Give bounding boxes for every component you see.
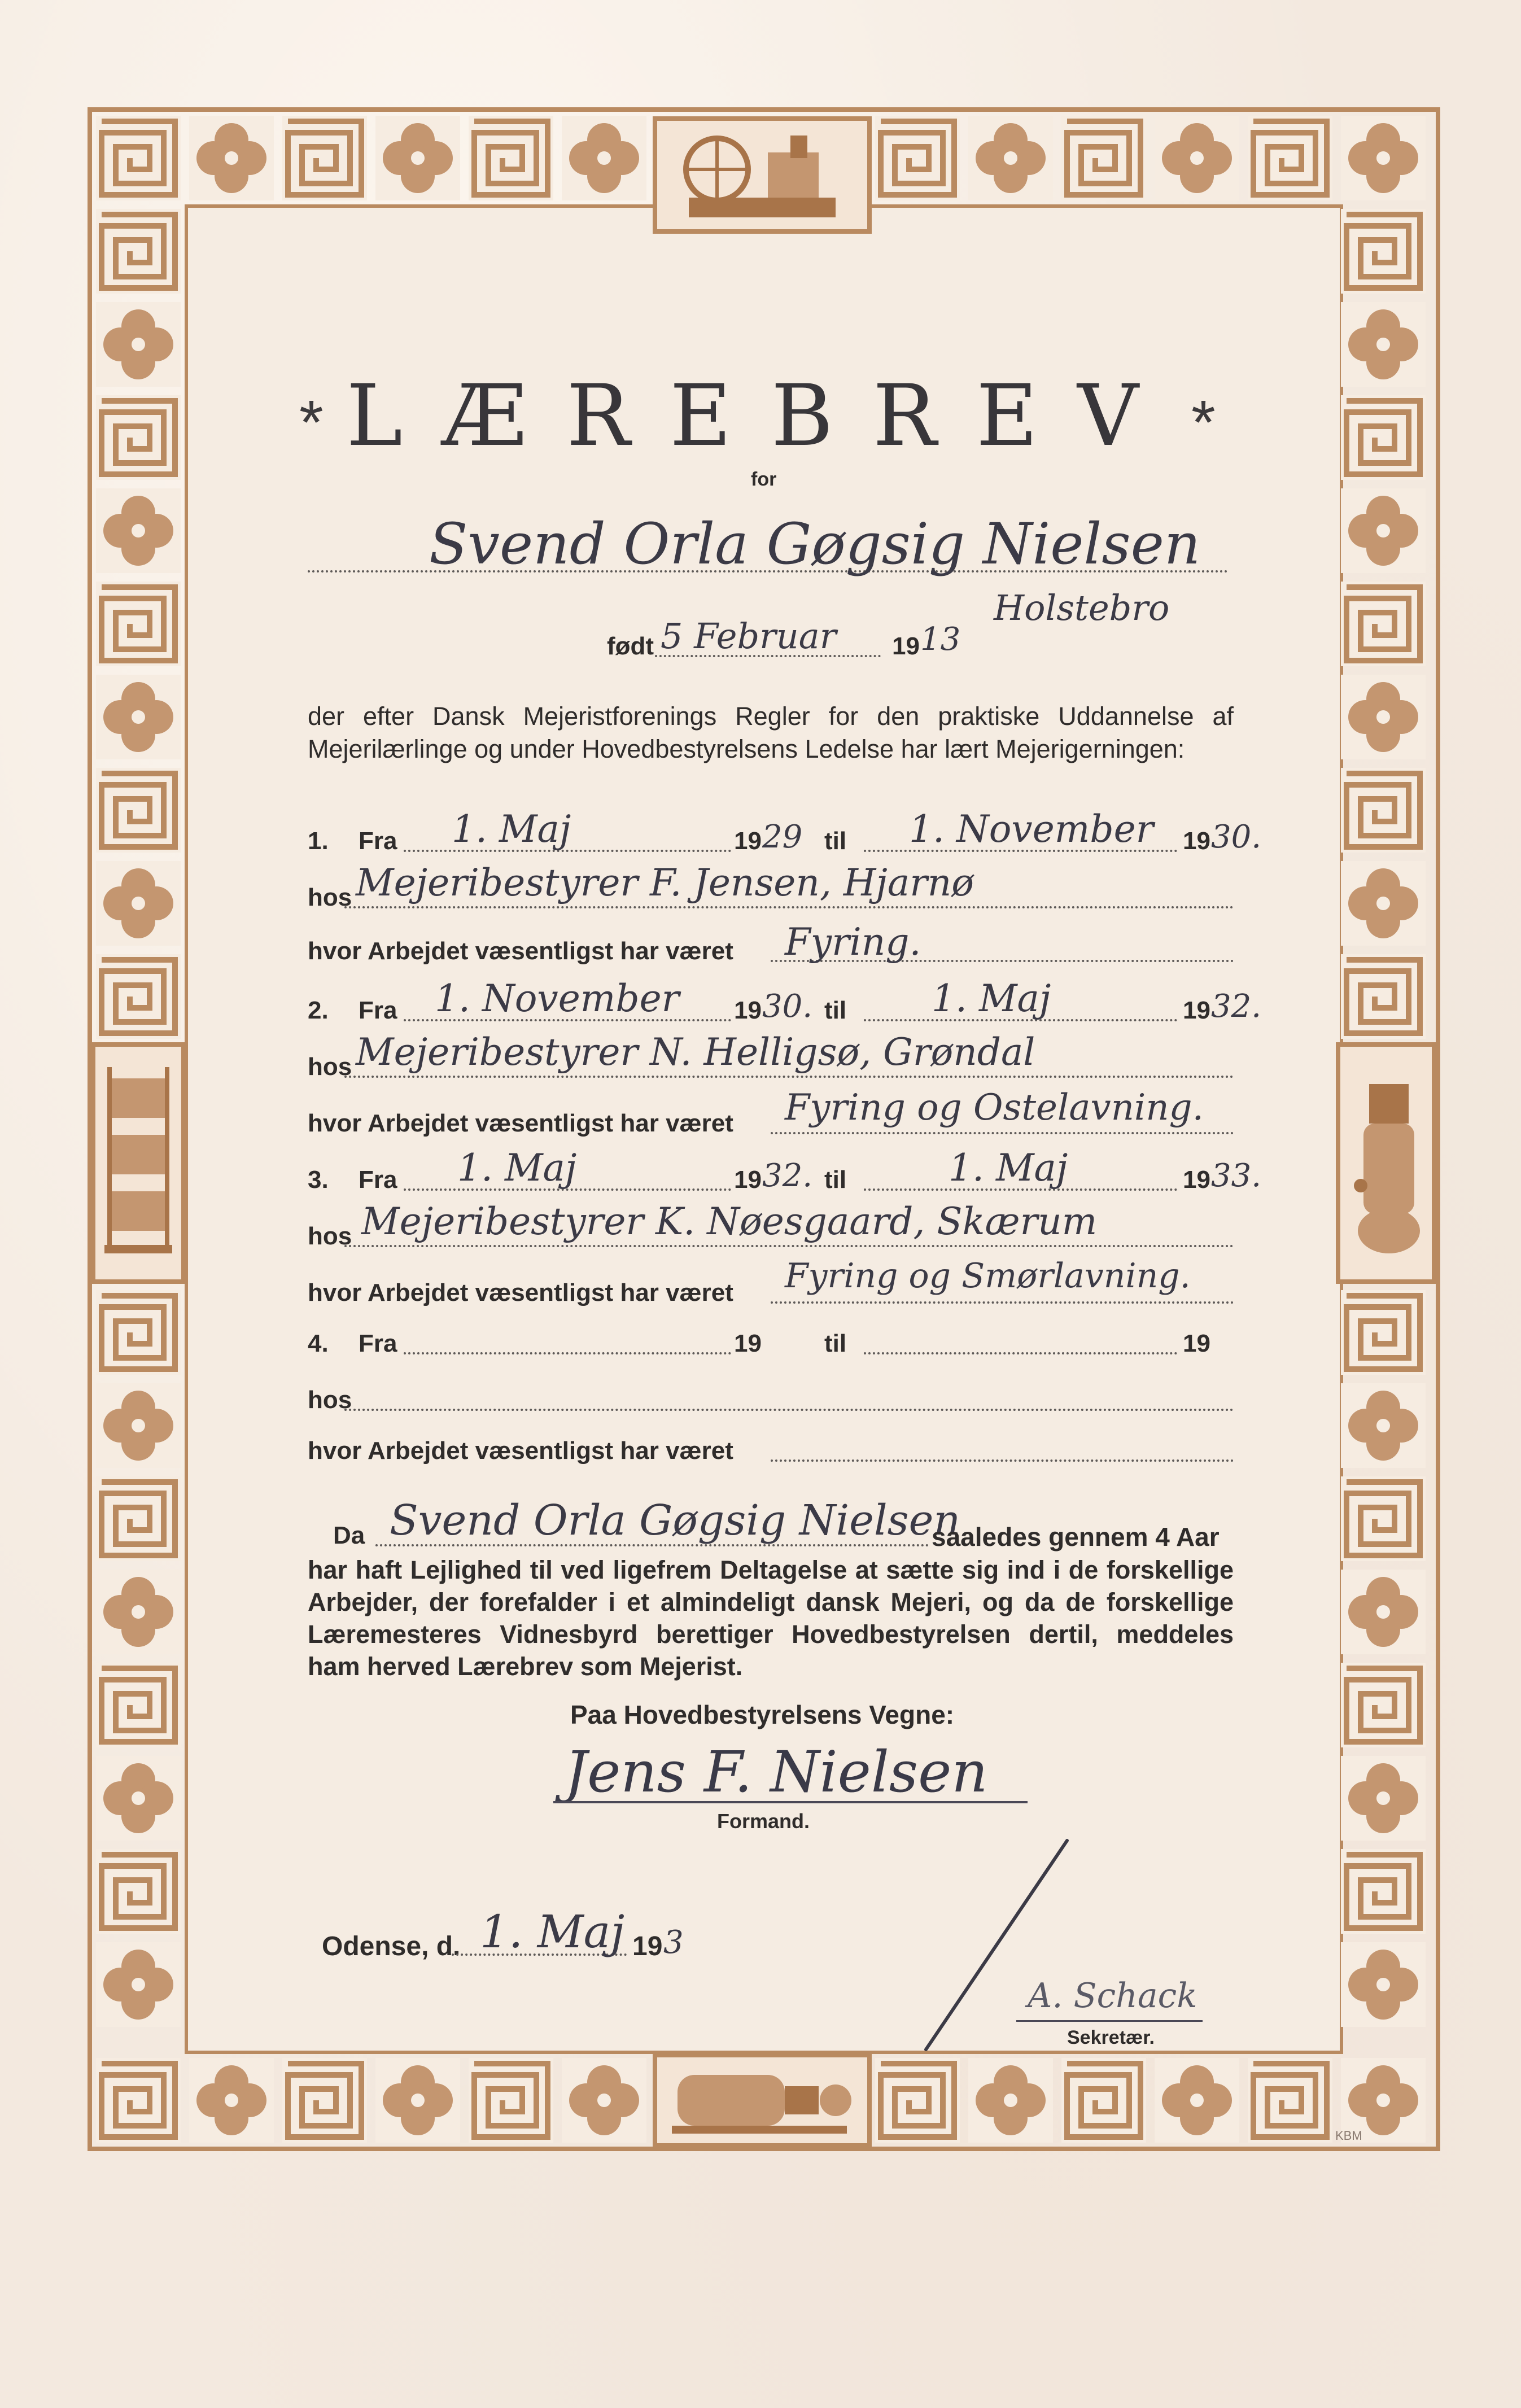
chairman-signature-line bbox=[553, 1801, 1028, 1803]
period-3-to-label: til bbox=[824, 1166, 847, 1194]
birthplace: Holstebro bbox=[994, 587, 1170, 628]
closing-line1: saaledes gennem 4 Aar bbox=[932, 1522, 1220, 1552]
period-4-to-label: til bbox=[824, 1330, 847, 1357]
period-3-from-year: 32. bbox=[762, 1157, 813, 1194]
for-label: for bbox=[751, 469, 777, 490]
period-1-from-year: 29 bbox=[762, 819, 803, 855]
period-2-at-label: hos bbox=[308, 1053, 352, 1081]
period-4-work-line bbox=[771, 1459, 1234, 1462]
period-3-at-label: hos bbox=[308, 1222, 352, 1250]
period-3-to-year: 33. bbox=[1211, 1157, 1262, 1194]
period-2-work-line bbox=[771, 1132, 1234, 1134]
printer-mark: KBM bbox=[1335, 2129, 1362, 2143]
period-2-to-date: 1. Maj bbox=[932, 977, 1051, 1020]
period-1-number: 1. bbox=[308, 827, 329, 855]
period-2-from-year: 30. bbox=[762, 988, 813, 1025]
period-4-at-label: hos bbox=[308, 1386, 352, 1414]
place-date-year-prefix: 19 bbox=[632, 1931, 663, 1961]
period-3-work-label: hvor Arbejdet væsentligst har været bbox=[308, 1279, 733, 1306]
period-2-from-date: 1. November bbox=[435, 977, 680, 1020]
period-4-from-label: Fra bbox=[359, 1330, 397, 1357]
period-3-from-date: 1. Maj bbox=[457, 1146, 577, 1190]
place-date-year-suffix: 3 bbox=[663, 1924, 684, 1961]
period-4-number: 4. bbox=[308, 1330, 329, 1357]
place-date: 1. Maj bbox=[480, 1906, 625, 1958]
period-1-at-line bbox=[344, 906, 1234, 908]
period-3-to-century: 19 bbox=[1183, 1166, 1210, 1194]
period-1-work: Fyring. bbox=[785, 920, 921, 964]
period-2-from-century: 19 bbox=[734, 997, 762, 1024]
period-1-to-label: til bbox=[824, 827, 847, 855]
period-2-at-line bbox=[344, 1076, 1234, 1078]
birth-year-suffix: 13 bbox=[920, 621, 961, 658]
closing-da-label: Da bbox=[333, 1522, 365, 1549]
period-1-place: Mejeribestyrer F. Jensen, Hjarnø bbox=[356, 861, 974, 904]
secretary-signature-line bbox=[1016, 2020, 1203, 2022]
period-1-to-century: 19 bbox=[1183, 827, 1210, 855]
recipient-name: Svend Orla Gøgsig Nielsen bbox=[429, 511, 1201, 577]
closing-name: Svend Orla Gøgsig Nielsen bbox=[390, 1496, 961, 1545]
period-2-work: Fyring og Ostelavning. bbox=[785, 1087, 1204, 1129]
period-1-to-year: 30. bbox=[1211, 819, 1262, 855]
period-2-work-label: hvor Arbejdet væsentligst har været bbox=[308, 1109, 733, 1137]
period-3-work-line bbox=[771, 1301, 1234, 1304]
page-title: LÆREBREV bbox=[346, 367, 1178, 465]
period-4-to-line bbox=[864, 1352, 1177, 1354]
born-label: født bbox=[607, 632, 654, 660]
period-1-from-label: Fra bbox=[359, 827, 397, 855]
period-4-at-line bbox=[344, 1409, 1234, 1411]
period-1-work-label: hvor Arbejdet væsentligst har været bbox=[308, 937, 733, 965]
closing-body: har haft Lejlighed til ved ligefrem Deltagelse at sætte sig ind i de forskellige Arbejder, der forefalder i et almindeligt dansk Mejeri, og da de forskellige Læremesteres Vidnesbyrd berettiger Hovedbestyrelsen dertil, meddeles ham herved Lærebrev som Mejerist. bbox=[308, 1555, 1234, 1681]
chairman-signature: Jens F. Nielsen bbox=[565, 1739, 988, 1805]
birth-year-prefix: 19 bbox=[892, 632, 920, 660]
birth-date: 5 Februar bbox=[661, 615, 837, 657]
period-3-place: Mejeribestyrer K. Nøesgaard, Skærum bbox=[361, 1200, 1098, 1243]
period-3-to-date: 1. Maj bbox=[949, 1146, 1068, 1190]
period-3-from-century: 19 bbox=[734, 1166, 762, 1194]
period-4-work-label: hvor Arbejdet væsentligst har været bbox=[308, 1437, 733, 1465]
period-3-from-label: Fra bbox=[359, 1166, 397, 1194]
chairman-title: Formand. bbox=[717, 1810, 810, 1833]
period-2-to-label: til bbox=[824, 997, 847, 1024]
period-3-number: 3. bbox=[308, 1166, 329, 1194]
period-4-from-line bbox=[404, 1352, 731, 1354]
steam-engine-vignette bbox=[655, 119, 869, 231]
title-star-left: * bbox=[299, 388, 324, 457]
period-4-from-century: 19 bbox=[734, 1330, 762, 1357]
intro-text: der efter Dansk Mejeristforenings Regler for den praktiske Uddannelse af Mejerilærlinge og under Hovedbestyrelsens Ledelse har lært Mejerigerningen: bbox=[308, 702, 1234, 763]
period-3-work: Fyring og Smørlavning. bbox=[785, 1256, 1191, 1296]
behalf-text: Paa Hovedbestyrelsens Vegne: bbox=[570, 1700, 955, 1729]
period-2-from-label: Fra bbox=[359, 997, 397, 1024]
period-1-at-label: hos bbox=[308, 884, 352, 911]
period-4-to-century: 19 bbox=[1183, 1330, 1210, 1357]
period-2-to-year: 32. bbox=[1211, 988, 1262, 1025]
churn-vignette bbox=[93, 1045, 183, 1282]
period-1-from-date: 1. Maj bbox=[452, 807, 571, 851]
period-2-place: Mejeribestyrer N. Helligsø, Grøndal bbox=[356, 1030, 1035, 1074]
secretary-signature: A. Schack bbox=[1028, 1976, 1197, 2016]
signature-stroke bbox=[915, 1835, 1084, 2061]
period-1-from-century: 19 bbox=[734, 827, 762, 855]
pasteurizer-vignette bbox=[1338, 1045, 1434, 1282]
title-star-right: * bbox=[1191, 388, 1216, 457]
period-1-to-date: 1. November bbox=[909, 807, 1154, 851]
period-3-at-line bbox=[344, 1245, 1234, 1247]
secretary-title: Sekretær. bbox=[1067, 2027, 1155, 2048]
period-2-number: 2. bbox=[308, 997, 329, 1024]
separator-vignette bbox=[655, 2055, 869, 2145]
period-2-to-century: 19 bbox=[1183, 997, 1210, 1024]
place-date-label: Odense, d. bbox=[322, 1931, 461, 1961]
